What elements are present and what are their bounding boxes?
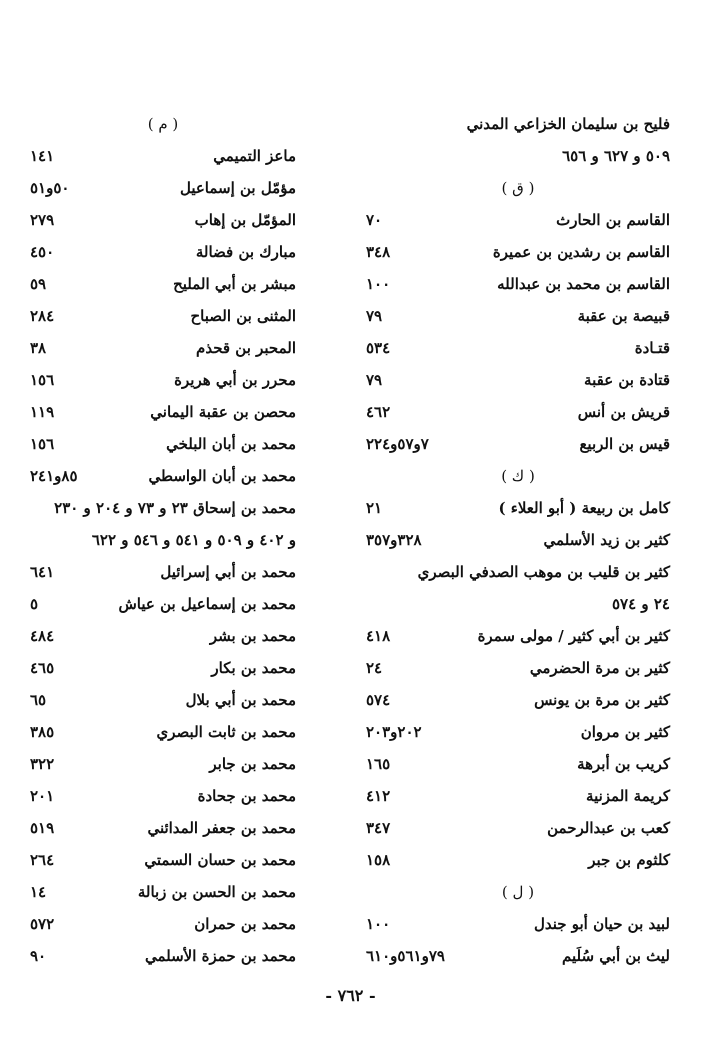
entry-name: محمد بن حسان السمتي xyxy=(144,851,296,869)
entry-pages: ١٥٨ xyxy=(366,851,391,869)
entry-pages: ٢٧٩ xyxy=(30,211,55,229)
entry-name: كثير بن مرة الحضرمي xyxy=(529,659,670,677)
index-entry xyxy=(30,364,296,396)
index-entry xyxy=(30,140,296,172)
entry-name: محمد بن جحادة xyxy=(197,787,296,805)
entry-name: محمد بن بكار xyxy=(211,659,296,677)
entry-pages: ٣٢٨و٣٥٧ xyxy=(366,531,422,549)
entry-name: القاسم بن محمد بن عبدالله xyxy=(497,275,670,293)
index-entry xyxy=(30,428,296,460)
index-entry xyxy=(30,172,296,204)
entry-name: كثير بن زيد الأسلمي xyxy=(543,531,670,549)
entry-name: مبشر بن أبي المليح xyxy=(173,275,296,293)
entry-name: المحبر بن قحذم xyxy=(196,339,296,357)
index-entry xyxy=(30,300,296,332)
entry-name: محمد بن جابر xyxy=(209,755,296,773)
index-entry xyxy=(366,748,670,780)
letter-heading xyxy=(30,108,296,140)
entry-name: القاسم بن رشدين بن عميرة xyxy=(492,243,670,261)
entry-pages: ٧٩و٥٦١و٦١٠ xyxy=(366,947,445,965)
index-entry xyxy=(366,268,670,300)
entry-name: كثير بن أبي كثير / مولى سمرة xyxy=(477,627,670,645)
entry-name: محمد بن أبان الواسطي xyxy=(148,467,296,485)
index-entry xyxy=(30,620,296,652)
entry-pages: ١٠٠ xyxy=(366,915,391,933)
entry-pages: ١٤ xyxy=(30,883,47,901)
entry-pages: ١٥٦ xyxy=(30,435,55,453)
entry-pages: ٧و٥٧و٢٢٤ xyxy=(366,435,429,453)
entry-pages: ٢٠٢و٢٠٣ xyxy=(366,723,422,741)
entry-name: محمد بن حمران xyxy=(194,915,296,933)
index-entry xyxy=(366,204,670,236)
entry-name: محمد بن جعفر المدائني xyxy=(147,819,296,837)
entry-name: محرر بن أبي هريرة xyxy=(174,371,296,389)
index-entry xyxy=(30,588,296,620)
entry-pages: ٤١٨ xyxy=(366,627,391,645)
entry-name: كعب بن عبدالرحمن xyxy=(547,819,670,837)
entry-name: كثير بن مروان xyxy=(580,723,670,741)
entry-pages: ٣٤٧ xyxy=(366,819,391,837)
entry-name: كثير بن مرة بن يونس xyxy=(534,691,670,709)
index-entry xyxy=(366,332,670,364)
index-entry xyxy=(30,716,296,748)
index-entry xyxy=(366,556,670,588)
index-entry xyxy=(30,780,296,812)
entry-pages: ٥٠و٥١ xyxy=(30,179,70,197)
index-entry xyxy=(366,300,670,332)
entry-pages: ٢٦٤ xyxy=(30,851,55,869)
entry-pages: ٥١٩ xyxy=(30,819,55,837)
index-entry xyxy=(366,396,670,428)
index-entry xyxy=(366,716,670,748)
entry-name: قتـادة xyxy=(634,339,670,357)
entry-name: لبيد بن حيان أبو جندل xyxy=(533,915,670,933)
index-entry xyxy=(30,556,296,588)
entry-name: فليح بن سليمان الخزاعي المدني xyxy=(466,115,670,133)
entry-name: محمد بن ثابت البصري xyxy=(156,723,296,741)
entry-name: مبارك بن فضالة xyxy=(195,243,296,261)
index-entry xyxy=(366,780,670,812)
index-entry xyxy=(30,908,296,940)
index-entry xyxy=(366,652,670,684)
index-entry xyxy=(30,236,296,268)
entry-pages: ٢٠١ xyxy=(30,787,55,805)
entry-name: المؤمّل بن إهاب xyxy=(194,211,296,229)
index-entry xyxy=(366,108,670,140)
index-entry xyxy=(366,812,670,844)
entry-pages: ١١٩ xyxy=(30,403,55,421)
index-entry xyxy=(366,236,670,268)
entry-name: محمد بن بشر xyxy=(209,627,296,645)
index-entry-continuation: محمد بن إسحاق ٢٣ و ٧٣ و ٢٠٤ و ٢٣٠ xyxy=(54,499,296,517)
index-entry xyxy=(366,940,670,972)
letter-heading-text: ( م ) xyxy=(147,115,179,133)
entry-name: محمد بن حمزة الأسلمي xyxy=(144,947,296,965)
index-entry xyxy=(366,620,670,652)
entry-name: قتادة بن عقبة xyxy=(584,371,670,389)
letter-heading xyxy=(366,172,670,204)
left-column xyxy=(30,108,296,972)
entry-pages: ٦٥ xyxy=(30,691,47,709)
entry-name: محمد بن إسماعيل بن عياش xyxy=(118,595,296,613)
index-entry xyxy=(30,940,296,972)
entry-pages: ٩٠ xyxy=(30,947,47,965)
entry-pages: ٥ xyxy=(30,595,39,613)
entry-pages: ٢١ xyxy=(366,499,383,517)
entry-pages: ١٤١ xyxy=(30,147,55,165)
entry-name: كلثوم بن جبر xyxy=(588,851,670,869)
letter-heading xyxy=(366,460,670,492)
entry-pages: ٨٥و٢٤١ xyxy=(30,467,78,485)
entry-name: القاسم بن الحارث xyxy=(556,211,670,229)
index-entry xyxy=(30,460,296,492)
entry-name: ليث بن أبي سُلَيم xyxy=(562,947,670,965)
index-entry xyxy=(366,908,670,940)
entry-name: ماعز التميمي xyxy=(213,147,296,165)
entry-pages: ٤٥٠ xyxy=(30,243,55,261)
entry-pages: ٤٨٤ xyxy=(30,627,55,645)
index-entry xyxy=(366,364,670,396)
entry-pages: ٤٦٢ xyxy=(366,403,391,421)
right-column xyxy=(366,108,670,972)
entry-name: مؤمّل بن إسماعيل xyxy=(179,179,296,197)
entry-pages: ٥٧٢ xyxy=(30,915,55,933)
index-entry xyxy=(30,396,296,428)
index-entry xyxy=(366,524,670,556)
index-entry xyxy=(30,748,296,780)
entry-name: محمد بن أبان البلخي xyxy=(166,435,296,453)
letter-heading-text: ( ل ) xyxy=(501,883,535,901)
entry-name: محصن بن عقبة اليماني xyxy=(150,403,296,421)
entry-pages: ٢٤ xyxy=(366,659,383,677)
index-entry xyxy=(366,684,670,716)
index-entry-continuation: و ٤٠٢ و ٥٠٩ و ٥٤١ و ٥٤٦ و ٦٢٢ xyxy=(91,531,296,549)
entry-pages: ١٦٥ xyxy=(366,755,391,773)
entry-pages: ٤١٢ xyxy=(366,787,391,805)
entry-pages: ٧٠ xyxy=(366,211,383,229)
letter-heading xyxy=(366,876,670,908)
entry-pages: ٦٤١ xyxy=(30,563,55,581)
page-number: - ٧٦٢ - xyxy=(325,986,376,1005)
index-entry xyxy=(30,332,296,364)
index-entry xyxy=(30,268,296,300)
entry-pages: ٣٨ xyxy=(30,339,47,357)
entry-name: قيس بن الربيع xyxy=(579,435,670,453)
letter-heading-text: ( ق ) xyxy=(501,179,535,197)
index-entry-continuation: ٥٠٩ و ٦٢٧ و ٦٥٦ xyxy=(562,147,670,165)
entry-pages: ٣٨٥ xyxy=(30,723,55,741)
entry-pages: ٥٩ xyxy=(30,275,47,293)
letter-heading-text: ( ك ) xyxy=(501,467,535,485)
index-entry xyxy=(30,204,296,236)
index-entry-continuation: ٢٤ و ٥٧٤ xyxy=(612,595,670,613)
index-entry xyxy=(30,684,296,716)
entry-pages: ٣٤٨ xyxy=(366,243,391,261)
index-entry xyxy=(30,652,296,684)
entry-name: كريب بن أبرهة xyxy=(577,755,670,773)
index-entry xyxy=(30,812,296,844)
entry-name: كثير بن قليب بن موهب الصدفي البصري xyxy=(417,563,670,581)
entry-pages: ١٠٠ xyxy=(366,275,391,293)
index-entry xyxy=(366,428,670,460)
entry-name: محمد بن الحسن بن زبالة xyxy=(137,883,296,901)
index-entry xyxy=(366,492,670,524)
entry-pages: ٧٩ xyxy=(366,307,383,325)
entry-name: قريش بن أنس xyxy=(577,403,670,421)
entry-name: قبيصة بن عقبة xyxy=(577,307,670,325)
index-entry xyxy=(30,876,296,908)
entry-pages: ٧٩ xyxy=(366,371,383,389)
entry-name: كريمة المزنية xyxy=(586,787,670,805)
index-entry xyxy=(366,844,670,876)
entry-pages: ٣٢٢ xyxy=(30,755,55,773)
entry-pages: ٥٣٤ xyxy=(366,339,391,357)
entry-pages: ٥٧٤ xyxy=(366,691,391,709)
entry-name: المثنى بن الصباح xyxy=(190,307,296,325)
entry-name: محمد بن أبي إسرائيل xyxy=(160,563,296,581)
entry-name: محمد بن أبي بلال xyxy=(185,691,296,709)
index-entry xyxy=(30,844,296,876)
entry-pages: ١٥٦ xyxy=(30,371,55,389)
entry-pages: ٤٦٥ xyxy=(30,659,55,677)
entry-pages: ٢٨٤ xyxy=(30,307,55,325)
entry-name: كامل بن ربيعة ( أبو العلاء ) xyxy=(498,499,670,517)
